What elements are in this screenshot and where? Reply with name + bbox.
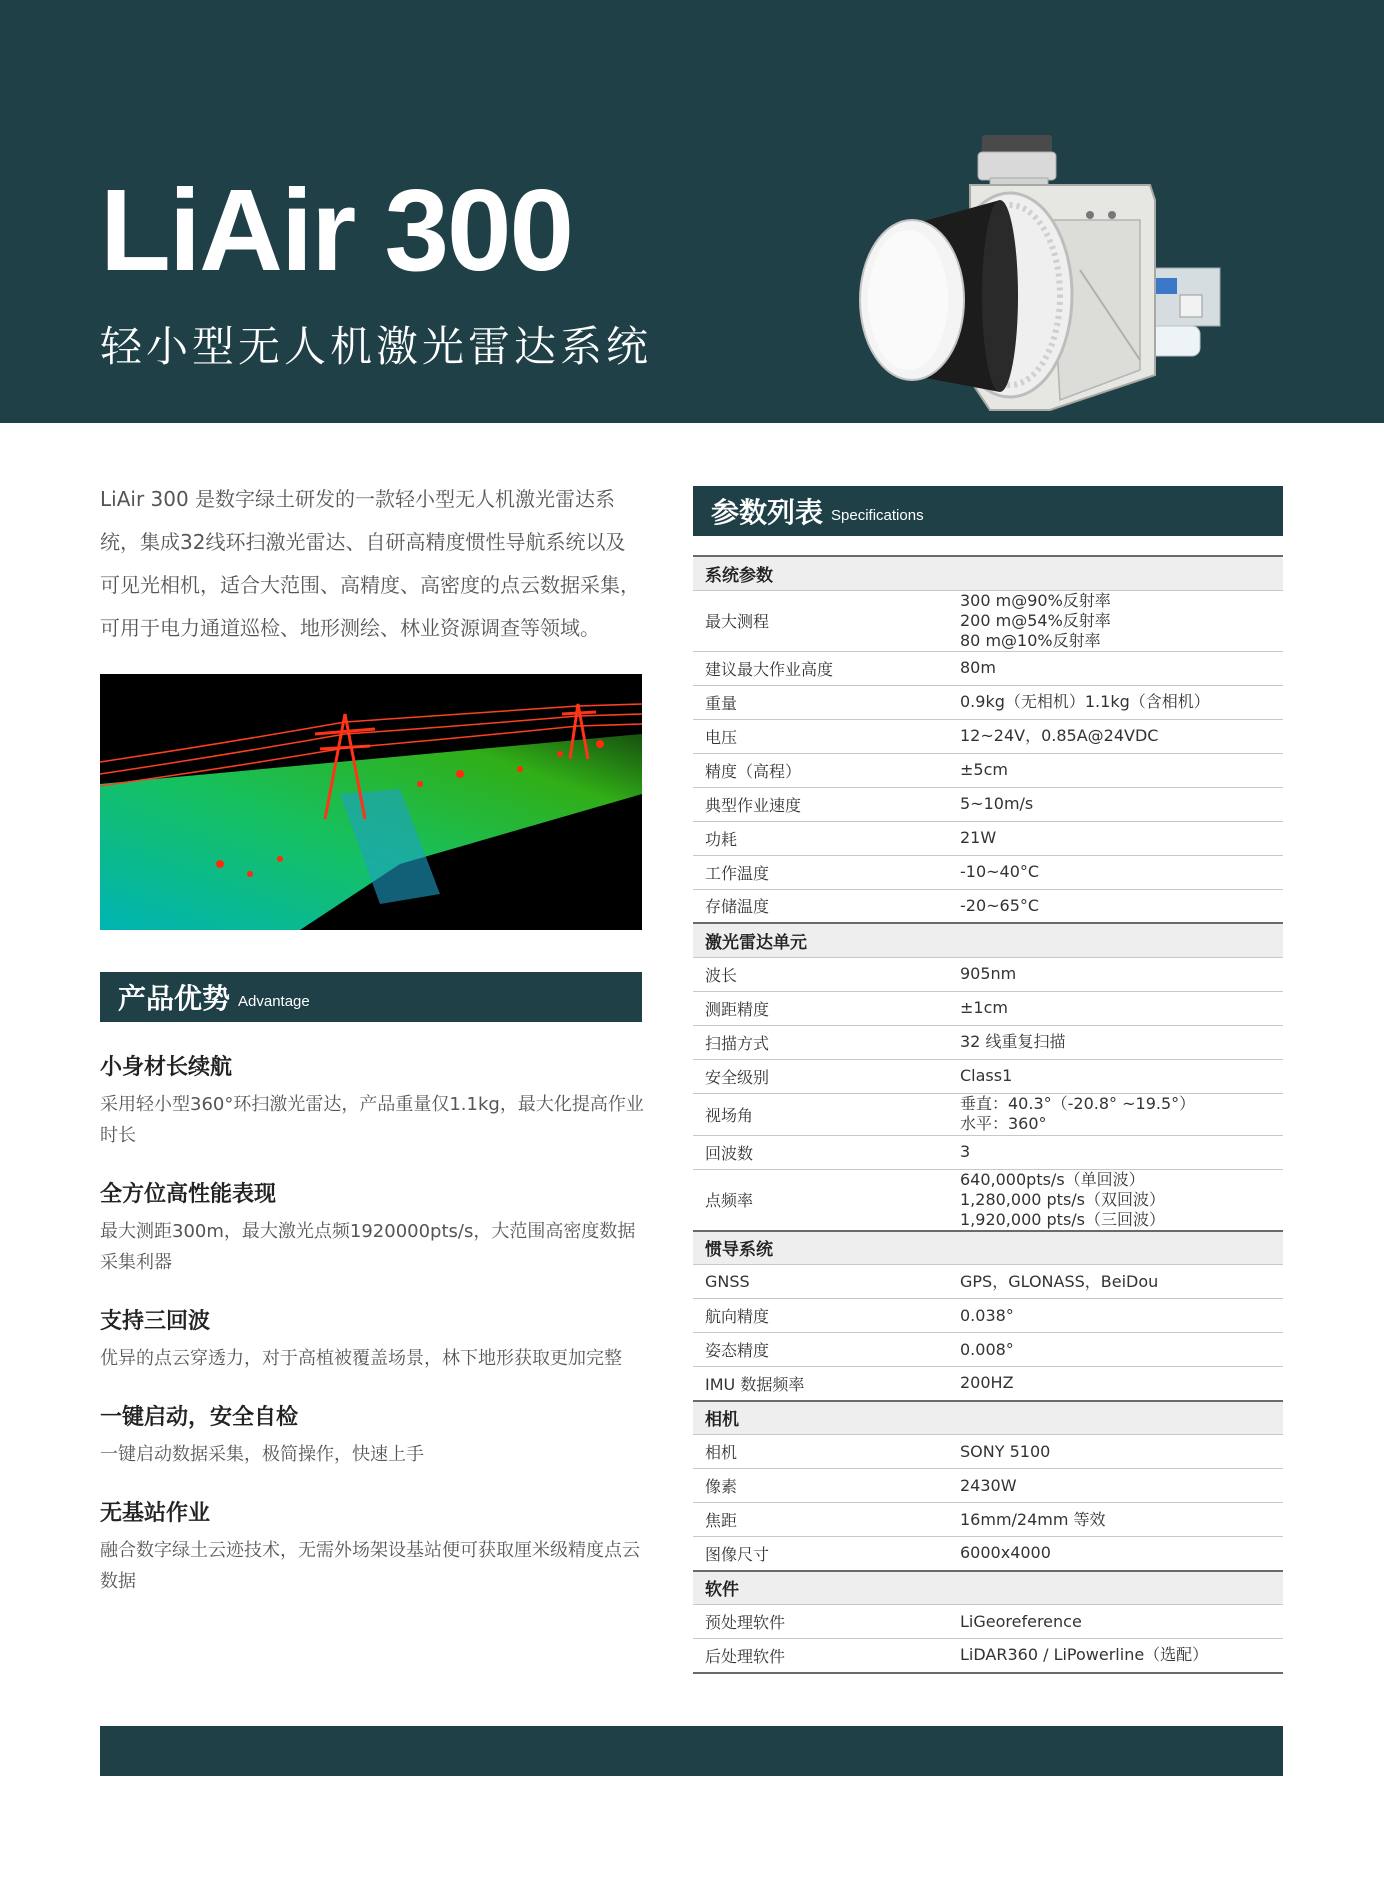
spec-value-line: 1,280,000 pts/s（双回波） (960, 1189, 1166, 1209)
spec-row (693, 787, 1283, 821)
advantage-item (100, 1496, 645, 1597)
spec-value (948, 590, 1283, 651)
spec-value (948, 1469, 1283, 1503)
specs-table (693, 555, 1283, 1674)
advantage-title: 无基站作业 (100, 1501, 211, 1526)
spec-row (693, 651, 1283, 685)
spec-key: IMU 数据频率 (693, 1367, 948, 1401)
spec-key: GNSS (693, 1265, 948, 1299)
spec-group-name: 惯导系统 (693, 1231, 1283, 1265)
spec-value (948, 821, 1283, 855)
specs-heading-en: Specifications (831, 506, 924, 524)
spec-row (693, 1537, 1283, 1571)
spec-value-line: 5~10m/s (960, 794, 1034, 813)
spec-value (948, 1135, 1283, 1169)
spec-value (948, 1025, 1283, 1059)
spec-value (948, 889, 1283, 923)
spec-value-line: GPS，GLONASS，BeiDou (960, 1271, 1159, 1291)
specs-heading: 参数列表 (711, 496, 824, 529)
spec-value (948, 753, 1283, 787)
spec-key: 预处理软件 (693, 1605, 948, 1639)
hero-banner (0, 0, 1384, 423)
spec-group-name: 相机 (693, 1401, 1283, 1435)
spec-key: 测距精度 (693, 991, 948, 1025)
advantage-item (100, 1050, 645, 1151)
spec-group-row (693, 1401, 1283, 1435)
advantage-desc: 一键启动数据采集，极简操作，快速上手 (100, 1444, 424, 1465)
spec-row (693, 1025, 1283, 1059)
spec-value-line: 1,920,000 pts/s（三回波） (960, 1209, 1166, 1229)
spec-key: 相机 (693, 1435, 948, 1469)
spec-key: 最大测程 (693, 590, 948, 651)
spec-row (693, 1605, 1283, 1639)
advantage-title: 支持三回波 (100, 1309, 211, 1334)
spec-value (948, 991, 1283, 1025)
spec-key: 图像尺寸 (693, 1537, 948, 1571)
spec-value (948, 957, 1283, 991)
advantage-title: 全方位高性能表现 (100, 1182, 277, 1207)
advantage-desc: 最大测距300m，最大激光点频1920000pts/s，大范围高密度数据采集利器 (100, 1221, 636, 1273)
spec-value-line: 21W (960, 828, 997, 847)
spec-row (693, 855, 1283, 889)
spec-value-line: -10~40°C (960, 862, 1040, 881)
point-cloud-image (100, 674, 642, 930)
spec-value (948, 1299, 1283, 1333)
spec-group-name: 系统参数 (693, 556, 1283, 590)
spec-value-line: LiDAR360 / LiPowerline（选配） (960, 1645, 1209, 1665)
spec-row (693, 719, 1283, 753)
advantage-desc: 优异的点云穿透力，对于高植被覆盖场景，林下地形获取更加完整 (100, 1348, 622, 1369)
advantage-desc: 融合数字绿土云迹技术，无需外场架设基站便可获取厘米级精度点云数据 (100, 1540, 640, 1592)
spec-value-line: 905nm (960, 964, 1017, 983)
spec-value-line: 3 (960, 1142, 971, 1161)
spec-group-row (693, 1571, 1283, 1605)
spec-row (693, 821, 1283, 855)
spec-value-line: Class1 (960, 1066, 1013, 1085)
spec-value (948, 855, 1283, 889)
spec-value-line: 200HZ (960, 1373, 1014, 1393)
spec-value (948, 1093, 1283, 1135)
spec-value-line: 80m (960, 658, 996, 677)
spec-row (693, 889, 1283, 923)
spec-value-line: 200 m@54%反射率 (960, 610, 1111, 630)
lidar-device-image (850, 130, 1230, 420)
spec-value (948, 1605, 1283, 1639)
spec-value-line: 垂直：40.3°（-20.8° ~19.5°） (960, 1094, 1196, 1113)
advantage-title: 一键启动，安全自检 (100, 1405, 299, 1430)
spec-row (693, 1639, 1283, 1673)
spec-value-line: 12~24V，0.85A@24VDC (960, 726, 1159, 745)
spec-key: 焦距 (693, 1503, 948, 1537)
spec-key: 回波数 (693, 1135, 948, 1169)
spec-key: 点频率 (693, 1169, 948, 1231)
spec-value (948, 719, 1283, 753)
spec-row (693, 991, 1283, 1025)
spec-value (948, 787, 1283, 821)
advantage-desc: 采用轻小型360°环扫激光雷达，产品重量仅1.1kg，最大化提高作业时长 (100, 1094, 644, 1146)
footer-bar (100, 1726, 1283, 1776)
spec-value-line: 80 m@10%反射率 (960, 630, 1101, 650)
spec-row (693, 753, 1283, 787)
spec-key: 工作温度 (693, 855, 948, 889)
spec-row (693, 1299, 1283, 1333)
spec-row (693, 1333, 1283, 1367)
advantage-heading: 产品优势 (118, 982, 231, 1015)
spec-value-line: 640,000pts/s（单回波） (960, 1169, 1145, 1189)
spec-row (693, 1135, 1283, 1169)
spec-value-line: 0.9kg（无相机）1.1kg（含相机） (960, 692, 1210, 711)
product-title: LiAir 300 (100, 165, 572, 295)
spec-value (948, 1169, 1283, 1231)
advantage-list (100, 1050, 645, 1623)
spec-group-name: 激光雷达单元 (693, 923, 1283, 957)
spec-value-line: 32 线重复扫描 (960, 1032, 1066, 1051)
spec-value (948, 1333, 1283, 1367)
spec-key: 典型作业速度 (693, 787, 948, 821)
spec-key: 航向精度 (693, 1299, 948, 1333)
spec-value (948, 1265, 1283, 1299)
spec-key: 建议最大作业高度 (693, 651, 948, 685)
spec-key: 姿态精度 (693, 1333, 948, 1367)
spec-value-line: 2430W (960, 1475, 1017, 1495)
spec-value-line: 300 m@90%反射率 (960, 590, 1111, 610)
spec-key: 波长 (693, 957, 948, 991)
spec-value (948, 685, 1283, 719)
spec-key: 存储温度 (693, 889, 948, 923)
spec-key: 功耗 (693, 821, 948, 855)
spec-value (948, 1435, 1283, 1469)
spec-value-line: -20~65°C (960, 895, 1040, 915)
spec-value-line: LiGeoreference (960, 1611, 1082, 1631)
spec-group-name: 软件 (693, 1571, 1283, 1605)
advantage-heading-en: Advantage (238, 992, 310, 1010)
spec-value-line: ±5cm (960, 760, 1008, 779)
spec-value (948, 1639, 1283, 1673)
spec-value-line: SONY 5100 (960, 1441, 1051, 1461)
spec-value (948, 1367, 1283, 1401)
spec-value-line: 0.038° (960, 1305, 1014, 1325)
spec-value-line: 水平：360° (960, 1114, 1047, 1133)
spec-row (693, 957, 1283, 991)
advantage-item (100, 1177, 645, 1278)
spec-row (693, 1435, 1283, 1469)
spec-row (693, 685, 1283, 719)
spec-value-line: 6000x4000 (960, 1543, 1051, 1563)
spec-key: 像素 (693, 1469, 948, 1503)
spec-group-row (693, 923, 1283, 957)
spec-value (948, 1537, 1283, 1571)
spec-row (693, 1059, 1283, 1093)
specs-header (693, 486, 1283, 536)
spec-value-line: ±1cm (960, 998, 1008, 1017)
spec-value (948, 1503, 1283, 1537)
product-subtitle: 轻小型无人机激光雷达系统 (100, 322, 653, 371)
advantage-item (100, 1304, 645, 1374)
spec-value-line: 16mm/24mm 等效 (960, 1509, 1106, 1529)
spec-row (693, 590, 1283, 651)
spec-value (948, 651, 1283, 685)
spec-row (693, 1169, 1283, 1231)
advantage-title: 小身材长续航 (100, 1055, 233, 1080)
advantage-item (100, 1400, 645, 1470)
spec-row (693, 1367, 1283, 1401)
spec-row (693, 1503, 1283, 1537)
spec-row (693, 1093, 1283, 1135)
spec-key: 视场角 (693, 1093, 948, 1135)
spec-key: 扫描方式 (693, 1025, 948, 1059)
advantage-header (100, 972, 642, 1022)
spec-key: 电压 (693, 719, 948, 753)
spec-row (693, 1469, 1283, 1503)
spec-group-row (693, 1231, 1283, 1265)
spec-key: 精度（高程） (693, 753, 948, 787)
spec-value-line: 0.008° (960, 1339, 1014, 1359)
intro-paragraph: LiAir 300 是数字绿土研发的一款轻小型无人机激光雷达系统，集成32线环扫激光雷达、自研高精度惯性导航系统以及可见光相机，适合大范围、高精度、高密度的点云数据采集，可用于电力通道巡检、地形测绘、林业资源调查等领域。 (100, 487, 640, 640)
spec-group-row (693, 556, 1283, 590)
spec-key: 安全级别 (693, 1059, 948, 1093)
spec-key: 后处理软件 (693, 1639, 948, 1673)
spec-row (693, 1265, 1283, 1299)
spec-value (948, 1059, 1283, 1093)
spec-key: 重量 (693, 685, 948, 719)
